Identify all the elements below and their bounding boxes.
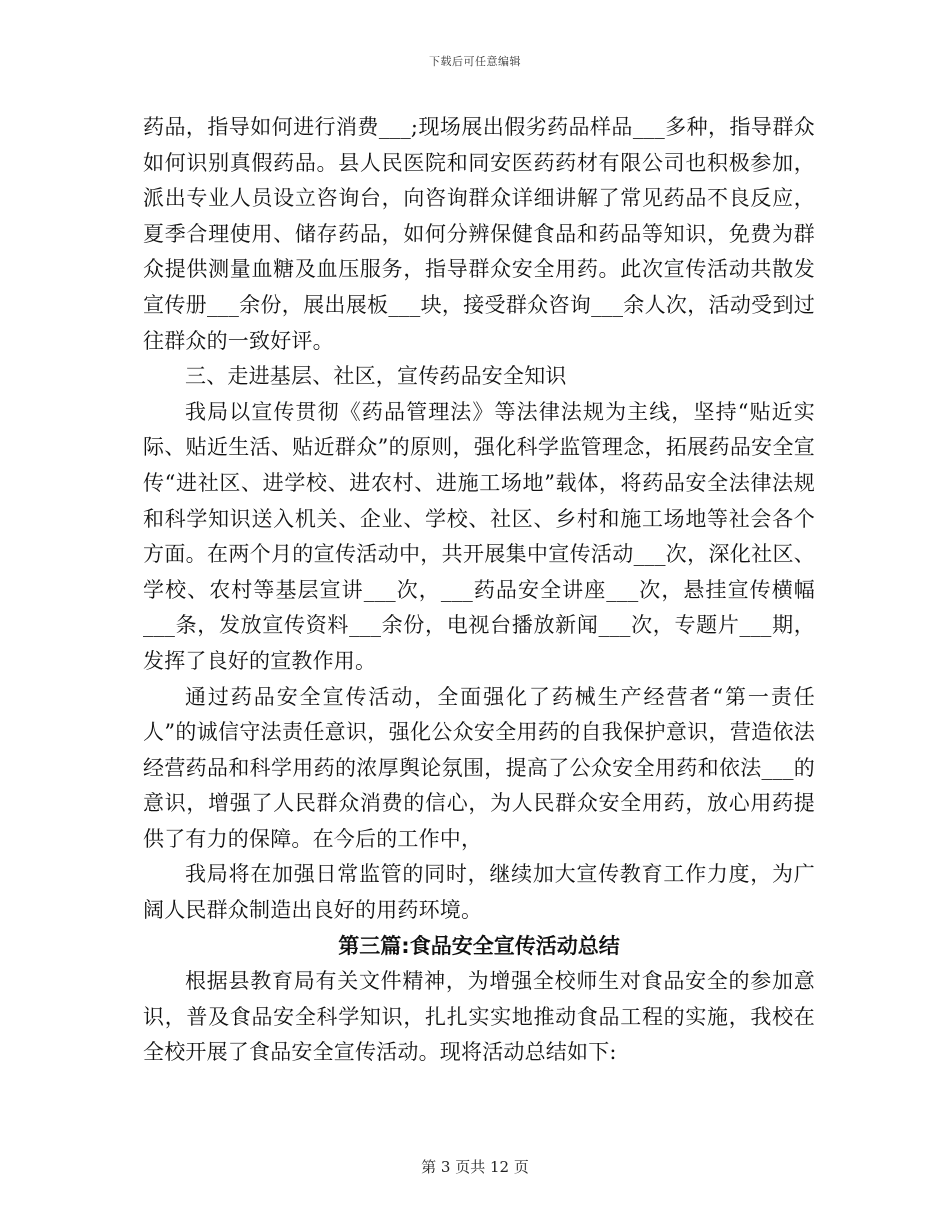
page-header: 下载后可任意编辑 bbox=[429, 55, 521, 68]
document-body bbox=[143, 110, 815, 1071]
paragraph-food-safety-intro: 根据县教育局有关文件精神，为增强全校师生对食品安全的参加意识，普及食品安全科学知识，扎扎实实地推动食品工程的实施，我校在全校开展了食品安全宣传活动。现将活动总结如下: bbox=[143, 969, 815, 1065]
chapter-title: 第三篇:食品安全宣传活动总结 bbox=[338, 933, 620, 958]
paragraph-drug-activity: 药品，指导如何进行消费___;现场展出假劣药品样品___多种，指导群众如何识别真假药品。县人民医院和同安医药药材有限公司也积极参加，派出专业人员设立咨询台，向咨询群众详细讲解了常见药品不良反应，夏季合理使用、储存药品，如何分辨保健食品和药品等知识，免费为群众提供测量血糖及血压服务，指导群众安全用药。此次宣传活动共散发宣传册___余份，展出展板___块，接受群众咨询___余人次，活动受到过往群众的一致好评。 bbox=[143, 115, 815, 353]
page-number-footer: 第 3 页共 12 页 bbox=[421, 1158, 529, 1176]
section-heading-grassroots: 三、走进基层、社区，宣传药品安全知识 bbox=[185, 364, 567, 389]
paragraph-activity-effects: 通过药品安全宣传活动，全面强化了药械生产经营者“第一责任人”的诚信守法责任意识，强化公众安全用药的自我保护意识，营造依法经营药品和科学用药的浓厚舆论氛围，提高了公众安全用药和依法___的意识，增强了人民群众消费的信心，为人民群众安全用药，放心用药提供了有力的保障。在今后的工作中， bbox=[143, 684, 815, 851]
paragraph-future-work: 我局将在加强日常监管的同时，继续加大宣传教育工作力度，为广阔人民群众制造出良好的用药环境。 bbox=[143, 862, 815, 923]
paragraph-grassroots-publicity: 我局以宣传贯彻《药品管理法》等法律法规为主线，坚持“贴近实际、贴近生活、贴近群众”的原则，强化科学监管理念，拓展药品安全宣传“进社区、进学校、进农村、进施工场地”载体，将药品安全法律法规和科学知识送入机关、企业、学校、社区、乡村和施工场地等社会各个方面。在两个月的宣传活动中，共开展集中宣传活动___次，深化社区、学校、农村等基层宣讲___次，___药品安全讲座___次，悬挂宣传横幅___条，发放宣传资料___余份，电视台播放新闻___次，专题片___期，发挥了良好的宣教作用。 bbox=[143, 399, 815, 673]
